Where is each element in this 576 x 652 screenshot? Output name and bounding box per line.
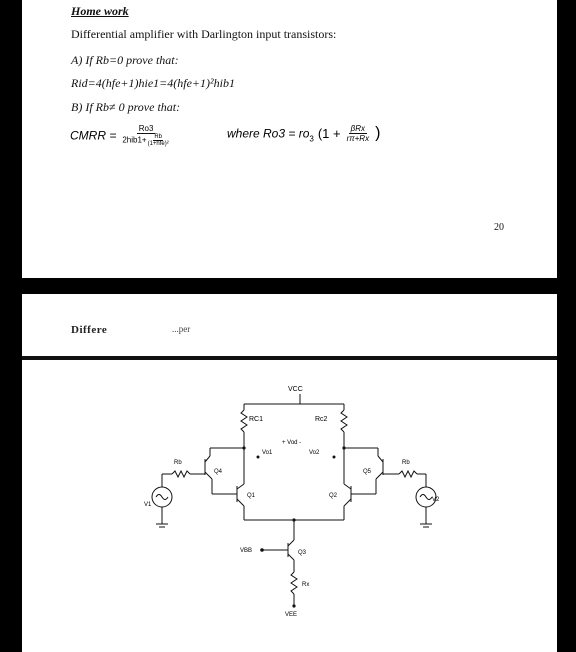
q2-label: Q2: [329, 493, 338, 499]
q3-label: Q3: [298, 550, 307, 556]
rid-equation: Rid=4(hfe+1)hie1=4(hfe+1)²hib1: [71, 76, 235, 90]
page-number: 20: [494, 222, 504, 233]
q5-label: Q5: [363, 469, 372, 475]
vo1-label: Vo1: [262, 450, 273, 456]
homework-title: Home work: [71, 4, 129, 18]
vbb-label: VBB: [240, 548, 253, 554]
vee-label: VEE: [285, 612, 298, 618]
vcc-label: VCC: [288, 386, 303, 393]
q1-label: Q1: [247, 493, 256, 499]
cmrr-den-fraction: [147, 134, 170, 147]
cmrr-equation: [70, 124, 172, 154]
rc1-label: RC1: [249, 416, 264, 423]
q4-label: Q4: [214, 469, 223, 475]
paren-close: ): [375, 124, 381, 142]
v2-label: V2: [432, 497, 440, 503]
vod-label: + Vod -: [282, 440, 302, 446]
part-a-text: A) If Rb=0 prove that:: [71, 53, 179, 67]
darlington-circuit: [22, 294, 557, 652]
cmrr-lhs: CMRR =: [70, 128, 117, 143]
page2-header-right: ...per: [172, 324, 191, 334]
vo2-label: Vo2: [309, 450, 320, 456]
cmrr-den-main: 2hib1+: [122, 135, 147, 145]
rc2-label: Rc2: [315, 416, 328, 423]
part-b-text: B) If Rb≠ 0 prove that:: [71, 100, 181, 114]
cmrr-numerator: Ro3: [138, 124, 154, 133]
cmrr-den-num: Rb: [154, 134, 163, 140]
ro3-denominator: rπ+Rx: [346, 134, 370, 143]
homework-page: [22, 0, 557, 278]
circuit-page: [22, 294, 557, 652]
cmrr-denominator: [120, 134, 171, 147]
ro3-subscript: 3: [309, 134, 314, 144]
rb-right-label: Rb: [402, 460, 410, 466]
cmrr-fraction: [120, 124, 171, 147]
ro3-fraction: [345, 124, 371, 143]
where-text: where Ro3 = ro: [227, 126, 310, 141]
cmrr-den-den: (1+hfe)²: [147, 141, 169, 147]
ro3-numerator: βRx: [350, 124, 366, 133]
v1-label: V1: [144, 502, 152, 508]
page2-header: Differe: [71, 324, 108, 336]
rb-left-label: Rb: [174, 460, 182, 466]
paren-open: (1 +: [317, 126, 341, 141]
intro-text: Differential amplifier with Darlington input transistors:: [71, 27, 337, 41]
ro3-equation: [227, 124, 380, 154]
rx-label: Rx: [302, 582, 310, 588]
